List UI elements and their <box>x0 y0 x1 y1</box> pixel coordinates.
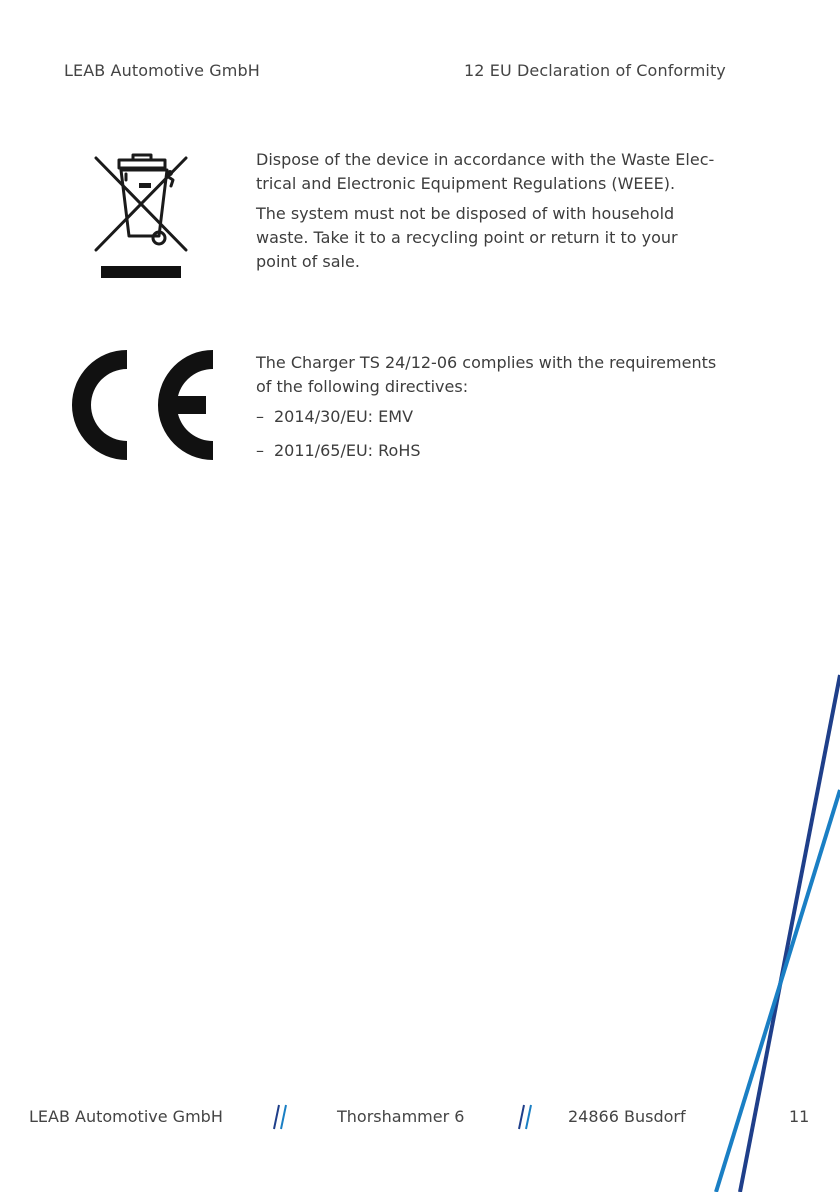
weee-paragraph: The system must not be disposed of with household waste. Take it to a recycling point or return it to your point of sale. <box>256 204 678 271</box>
footer-separator-icon <box>517 1104 533 1130</box>
directive-emv: 2014/30/EU: EMV <box>274 407 414 426</box>
header-section-title: 12 EU Declaration of Conformity <box>464 61 726 80</box>
header-company: LEAB Automotive GmbH <box>64 61 260 80</box>
page-number: 11 <box>789 1107 810 1126</box>
footer-company: LEAB Automotive GmbH <box>29 1107 223 1126</box>
list-bullet: – <box>256 407 264 426</box>
footer-separator-icon <box>272 1104 288 1130</box>
list-bullet: – <box>256 441 264 460</box>
footer-street: Thorshammer 6 <box>337 1107 465 1126</box>
directive-rohs: 2011/65/EU: RoHS <box>274 441 421 460</box>
ce-intro: The Charger TS 24/12-06 complies with the requirements of the following directives: <box>256 353 717 396</box>
light-blue-line <box>716 790 840 1192</box>
footer-city: 24866 Busdorf <box>568 1107 686 1126</box>
weee-paragraph: Dispose of the device in accordance with the Waste Elec-trical and Electronic Equipment Regulations (WEEE). <box>256 150 715 193</box>
